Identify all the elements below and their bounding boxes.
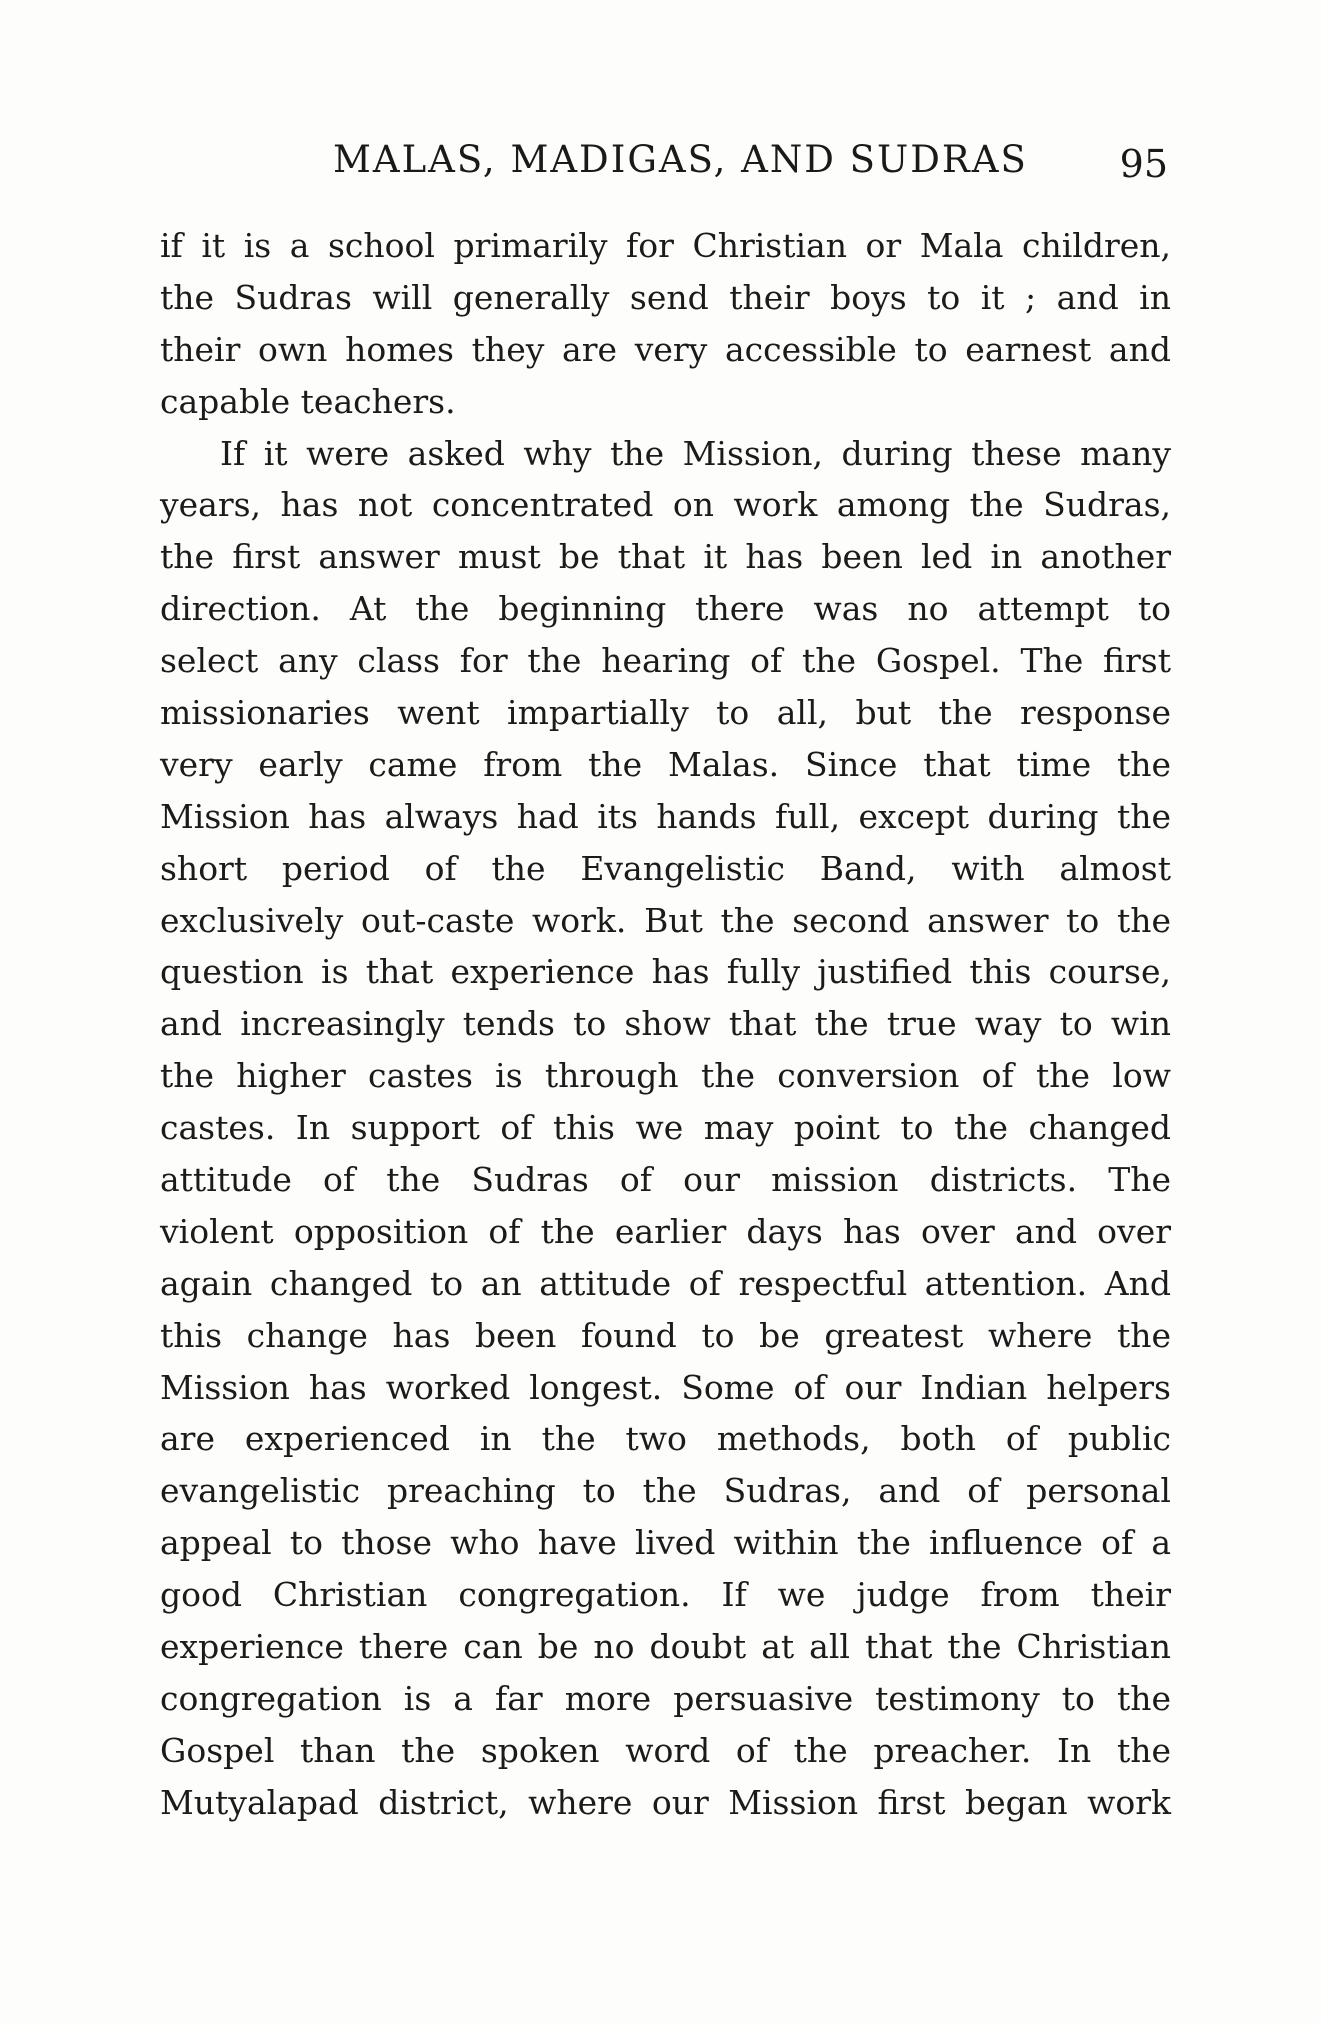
text-line: select any class for the hearing of the Gospel. The first xyxy=(160,641,1171,681)
text-line: this change has been found to be greatest where the xyxy=(160,1315,1171,1355)
text-line: the higher castes is through the conversion of the low xyxy=(160,1056,1171,1096)
text-line: are experienced in the two methods, both of public xyxy=(160,1419,1171,1459)
text-line: castes. In support of this we may point to the changed xyxy=(160,1108,1171,1148)
text-line: congregation is a far more persuasive testimony to the xyxy=(160,1678,1171,1718)
text-line: attitude of the Sudras of our mission districts. The xyxy=(160,1160,1171,1200)
running-head: MALAS, MADIGAS, AND SUDRAS xyxy=(333,138,1028,181)
text-line: capable teachers. xyxy=(160,381,456,421)
text-line: evangelistic preaching to the Sudras, and of personal xyxy=(160,1471,1171,1511)
page-number: 95 xyxy=(1119,142,1168,186)
text-line: Mission has always had its hands full, except during the xyxy=(160,796,1171,836)
text-line: exclusively out-caste work. But the second answer to the xyxy=(160,900,1171,940)
text-line: Mission has worked longest. Some of our Indian helpers xyxy=(160,1367,1171,1407)
text-line: experience there can be no doubt at all that the Christian xyxy=(160,1627,1171,1667)
text-line: Gospel than the spoken word of the preacher. In the xyxy=(160,1730,1171,1770)
paragraph-first-line: If it were asked why the Mission, during these many xyxy=(220,433,1171,473)
text-line: good Christian congregation. If we judge from their xyxy=(160,1575,1171,1615)
text-line: and increasingly tends to show that the true way to win xyxy=(160,1004,1171,1044)
text-line: appeal to those who have lived within the influence of a xyxy=(160,1523,1171,1563)
text-line: violent opposition of the earlier days has over and over xyxy=(160,1211,1171,1251)
text-line: years, has not concentrated on work among the Sudras, xyxy=(160,485,1171,525)
text-line: the Sudras will generally send their boys to it ; and in xyxy=(160,277,1171,317)
text-line: the first answer must be that it has been led in another xyxy=(160,537,1171,577)
text-line: short period of the Evangelistic Band, with almost xyxy=(160,848,1171,888)
text-line: if it is a school primarily for Christian or Mala children, xyxy=(160,226,1171,265)
page-header xyxy=(168,138,1168,198)
text-line: question is that experience has fully justified this course, xyxy=(160,952,1171,992)
text-line: Mutyalapad district, where our Mission first began work xyxy=(160,1782,1171,1822)
text-line: missionaries went impartially to all, but the response xyxy=(160,693,1171,733)
text-line: their own homes they are very accessible to earnest and xyxy=(160,329,1171,369)
text-line: very early came from the Malas. Since that time the xyxy=(160,744,1171,784)
text-line: again changed to an attitude of respectful attention. And xyxy=(160,1263,1171,1303)
text-line: direction. At the beginning there was no attempt to xyxy=(160,589,1171,629)
body-text xyxy=(160,220,1171,1829)
